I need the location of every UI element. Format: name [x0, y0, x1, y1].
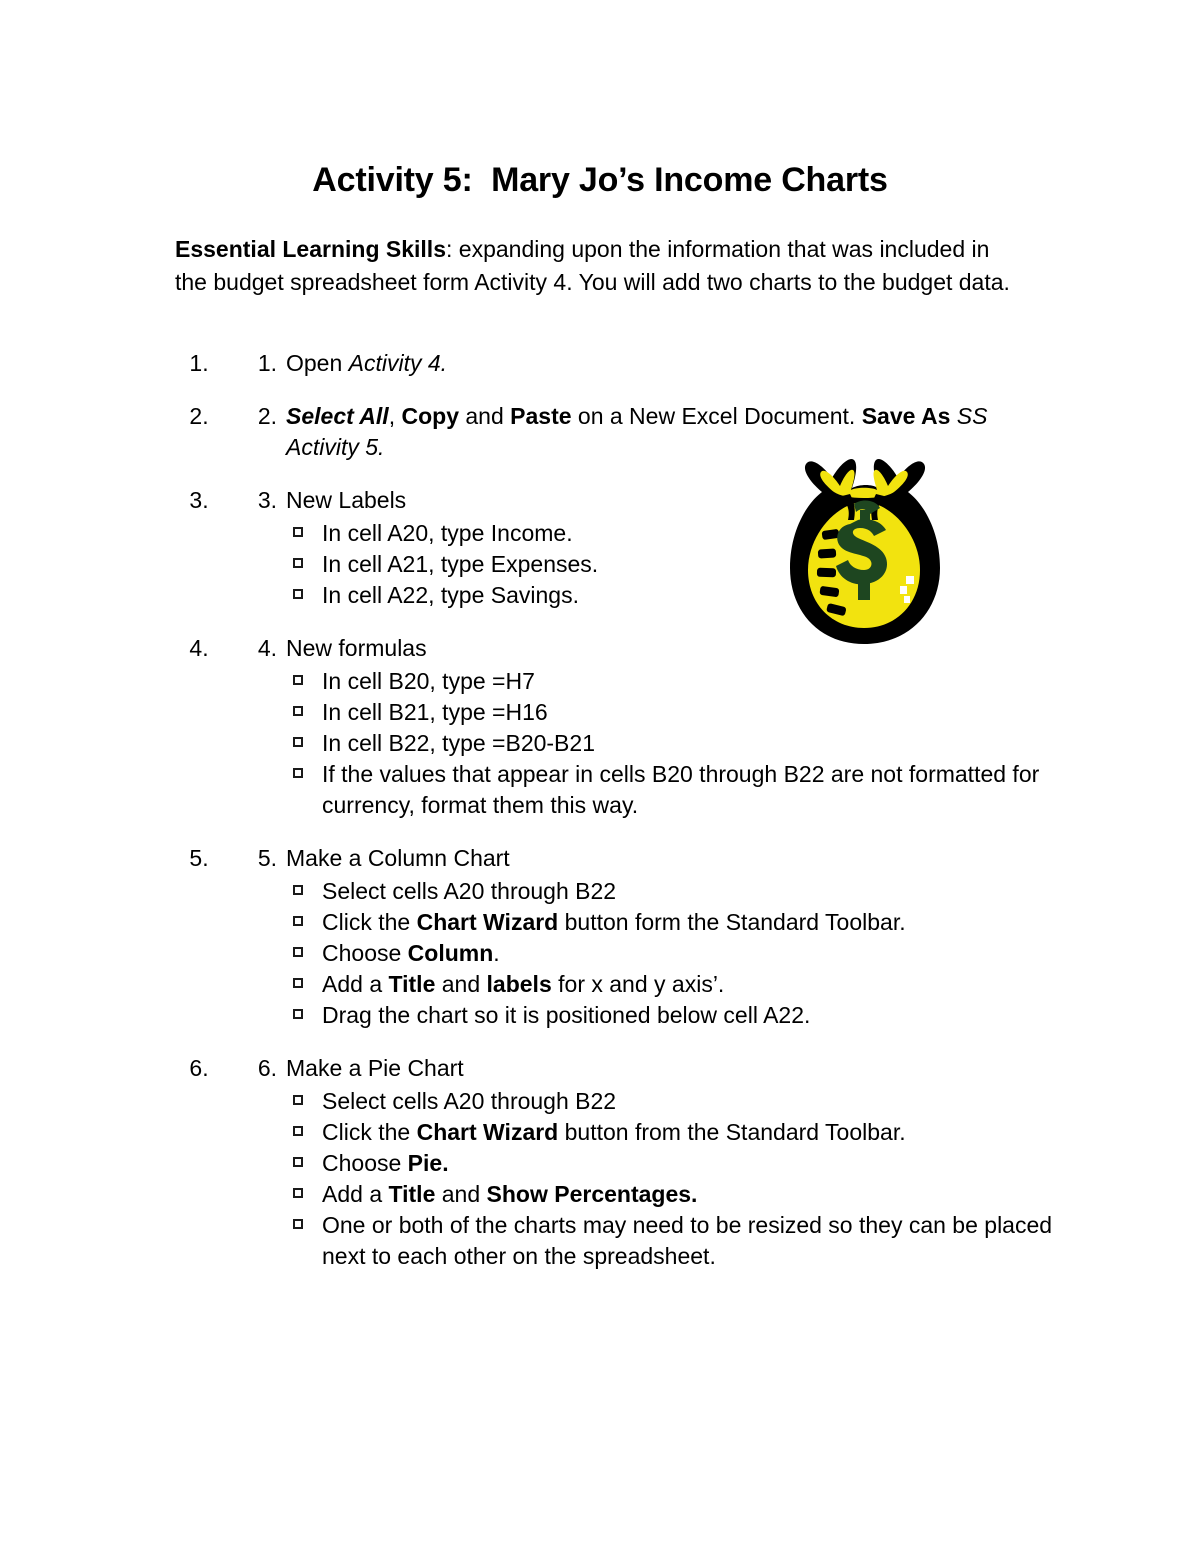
- text-run: Title: [388, 1181, 436, 1207]
- list-item: [215, 348, 1065, 379]
- step-number: 2. 2.: [257, 403, 277, 429]
- sub-item-text: [322, 1088, 616, 1114]
- text-run: Pie.: [407, 1150, 449, 1176]
- text-run: Choose: [322, 940, 408, 966]
- sub-item-text: [322, 730, 595, 756]
- square-bullet-icon: [293, 768, 303, 778]
- essential-learning-skills-label: Essential Learning Skills: [175, 236, 446, 262]
- text-run: New formulas: [286, 635, 427, 661]
- text-run: .: [493, 940, 500, 966]
- text-run: Choose: [322, 1150, 408, 1176]
- text-run: Drag the chart so it is positioned below cell A22.: [322, 1002, 811, 1028]
- step-number: 5. 5.: [257, 845, 277, 871]
- list-item: [215, 1053, 1065, 1272]
- money-bag-icon: [780, 448, 950, 668]
- square-bullet-icon: [293, 1095, 303, 1105]
- sub-list-item: [215, 1179, 1065, 1210]
- page-title: Activity 5: Mary Jo’s Income Charts: [312, 160, 888, 199]
- sub-list-item: [215, 876, 1065, 907]
- square-bullet-icon: [293, 1188, 303, 1198]
- sub-list-item: [215, 728, 1065, 759]
- sub-bullet-list: [215, 666, 1065, 821]
- sub-item-text: [322, 1119, 906, 1145]
- text-run: button form the Standard Toolbar.: [558, 909, 906, 935]
- step-text: [286, 843, 1065, 874]
- text-run: Add a: [322, 1181, 389, 1207]
- square-bullet-icon: [293, 589, 303, 599]
- text-run: In cell B21, type =H16: [322, 699, 548, 725]
- square-bullet-icon: [293, 737, 303, 747]
- sub-item-text: [322, 971, 724, 997]
- text-run: Select cells A20 through B22: [322, 1088, 617, 1114]
- square-bullet-icon: [293, 978, 303, 988]
- square-bullet-icon: [293, 1126, 303, 1136]
- step-number: 4. 4.: [257, 635, 277, 661]
- step-row: [215, 843, 1065, 874]
- sub-item-text: [322, 878, 616, 904]
- sub-item-text: [322, 1181, 697, 1207]
- sub-list-item: [215, 969, 1065, 1000]
- sub-list-item: [215, 1117, 1065, 1148]
- list-item: [215, 843, 1065, 1031]
- sub-item-text: [322, 1212, 1052, 1269]
- text-run: Show Percentages.: [486, 1181, 698, 1207]
- text-run: Click the: [322, 1119, 417, 1145]
- sub-list-item: [215, 1210, 1065, 1272]
- sub-list-item: [215, 1000, 1065, 1031]
- step-text: [286, 1053, 1065, 1084]
- text-run: In cell A21, type Expenses.: [322, 551, 599, 577]
- square-bullet-icon: [293, 558, 303, 568]
- text-run: In cell A22, type Savings.: [322, 582, 579, 608]
- sub-item-text: [322, 699, 548, 725]
- step-number: 1. 1.: [257, 350, 277, 376]
- square-bullet-icon: [293, 1157, 303, 1167]
- text-run: Activity 4.: [348, 350, 448, 376]
- text-run: In cell A20, type Income.: [322, 520, 573, 546]
- square-bullet-icon: [293, 706, 303, 716]
- text-run: New Labels: [286, 487, 407, 513]
- text-run: on a New Excel Document.: [571, 403, 862, 429]
- square-bullet-icon: [293, 916, 303, 926]
- sub-list-item: [215, 1086, 1065, 1117]
- text-run: Save As: [861, 403, 951, 429]
- text-run: Copy: [401, 403, 459, 429]
- sub-list-item: [215, 1148, 1065, 1179]
- square-bullet-icon: [293, 947, 303, 957]
- text-run: button from the Standard Toolbar.: [558, 1119, 906, 1145]
- text-run: ,: [388, 403, 402, 429]
- sub-list-item: [215, 907, 1065, 938]
- sub-list-item: [215, 759, 1065, 821]
- square-bullet-icon: [293, 1009, 303, 1019]
- sub-item-text: [322, 1002, 810, 1028]
- text-run: labels: [486, 971, 552, 997]
- square-bullet-icon: [293, 1219, 303, 1229]
- text-run: Make a Column Chart: [286, 845, 510, 871]
- square-bullet-icon: [293, 885, 303, 895]
- sub-item-text: [322, 582, 579, 608]
- text-run: and: [458, 403, 511, 429]
- sub-list-item: [215, 697, 1065, 728]
- text-run: Chart Wizard: [416, 1119, 559, 1145]
- text-run: SS Activity 5.: [286, 403, 988, 460]
- text-run: One or both of the charts may need to be resized so they can be placed next to each other on the spreadsheet.: [322, 1212, 1053, 1269]
- text-run: and: [435, 1181, 487, 1207]
- sub-list-item: [215, 938, 1065, 969]
- text-run: Click the: [322, 909, 417, 935]
- sub-item-text: [322, 940, 500, 966]
- square-bullet-icon: [293, 675, 303, 685]
- sub-bullet-list: [215, 876, 1065, 1031]
- sub-list-item: [215, 666, 1065, 697]
- text-run: Column: [407, 940, 494, 966]
- text-run: Make a Pie Chart: [286, 1055, 464, 1081]
- text-run: Add a: [322, 971, 389, 997]
- text-run: Open: [286, 350, 349, 376]
- sub-item-text: [322, 668, 535, 694]
- text-run: and: [435, 971, 487, 997]
- sub-item-text: [322, 909, 906, 935]
- text-run: Select cells A20 through B22: [322, 878, 617, 904]
- text-run: Select All: [286, 403, 389, 429]
- text-run: Chart Wizard: [416, 909, 559, 935]
- text-run: for x and y axis’.: [551, 971, 725, 997]
- sub-item-text: [322, 551, 598, 577]
- text-run: In cell B20, type =H7: [322, 668, 535, 694]
- step-number: 6. 6.: [257, 1055, 277, 1081]
- text-run: In cell B22, type =B20-B21: [322, 730, 595, 756]
- sub-item-text: [322, 520, 573, 546]
- sub-item-text: [322, 761, 1039, 818]
- sub-bullet-list: [215, 1086, 1065, 1272]
- sub-item-text: [322, 1150, 449, 1176]
- step-number: 3. 3.: [257, 487, 277, 513]
- step-row: [215, 348, 1065, 379]
- step-row: [215, 1053, 1065, 1084]
- essential-learning-skills-paragraph: [175, 233, 1020, 299]
- step-text: [286, 348, 1065, 379]
- text-run: If the values that appear in cells B20 through B22 are not formatted for currency, format them this way.: [322, 761, 1040, 818]
- square-bullet-icon: [293, 527, 303, 537]
- text-run: Paste: [510, 403, 572, 429]
- text-run: Title: [388, 971, 436, 997]
- essential-learning-skills-body: : expanding upon the information that was included in the budget spreadsheet form Activity 4. You will add two charts to the budget data.: [175, 236, 1010, 295]
